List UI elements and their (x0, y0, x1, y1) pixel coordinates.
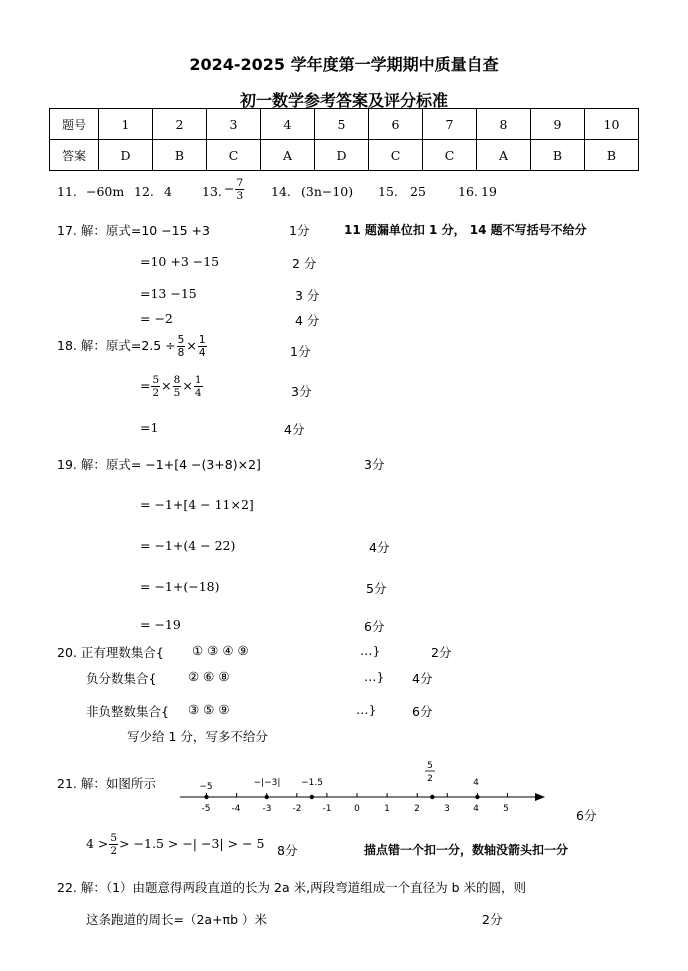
table-cell: 9 (531, 109, 585, 140)
tick-label: -1 (322, 804, 332, 814)
q14-answer: (3n−10) (301, 184, 354, 199)
fraction-numerator: 5 (152, 374, 160, 386)
q21-label: 21. 解：如图所示 (57, 776, 156, 791)
q17-score3: 3 分 (295, 288, 320, 303)
q21-score1: 6分 (576, 808, 597, 823)
table-cell: B (585, 140, 639, 171)
q21-score2: 8分 (277, 843, 298, 858)
table-cell: 7 (423, 109, 477, 140)
comparison-fraction (109, 832, 118, 857)
q18-score1: 1分 (290, 344, 311, 359)
q22-line2: 这条跑道的周长=（2a+πb ）米 (86, 912, 267, 927)
q15-number: 15. (378, 184, 398, 199)
q17-score1: 1分 (289, 223, 310, 238)
q19-step5: = −19 (140, 617, 181, 632)
page-subtitle: 初一数学参考答案及评分标准 (239, 91, 448, 110)
fraction-denominator: 8 (177, 347, 185, 359)
marked-point (310, 795, 314, 799)
fraction-numerator: 5 (110, 832, 118, 844)
fraction-numerator: 1 (198, 334, 206, 346)
q19-score1: 3分 (364, 457, 385, 472)
fraction-numerator: 7 (236, 177, 244, 189)
q11-number: 11. (57, 184, 77, 199)
point-label-neg-abs-neg3: −|−3| (253, 778, 281, 788)
table-cell: 8 (477, 109, 531, 140)
q19-score4: 5分 (366, 581, 387, 596)
q17-score4: 4 分 (295, 313, 320, 328)
q19-score5: 6分 (364, 619, 385, 634)
table-cell: 4 (261, 109, 315, 140)
number-line-arrow (535, 793, 545, 801)
q16-answer: 19 (481, 184, 497, 199)
q20-negative-fractions-label: 负分数集合{ (86, 671, 157, 686)
tick-label: -4 (231, 804, 241, 814)
table-cell: D (315, 140, 369, 171)
q18-score2: 3分 (291, 384, 312, 399)
fraction-denominator: 2 (110, 845, 118, 857)
q17-step1: 17. 解：原式=10 −15 +3 (57, 223, 210, 238)
fraction-denominator: 4 (198, 347, 206, 359)
q20-nonnegative-integers-set: ③ ⑤ ⑨ (188, 702, 230, 717)
q20-set1-end: …} (360, 643, 381, 658)
point-label-5-2-denominator: 2 (427, 774, 433, 784)
q13-answer (224, 177, 245, 202)
q19-step2: = −1+[4 − 11×2] (140, 497, 254, 512)
tick-label: 3 (444, 804, 450, 814)
q20-set3-end: …} (356, 702, 377, 717)
tick-label: -3 (262, 804, 272, 814)
point-label-neg1-5: −1.5 (301, 778, 323, 788)
q13-number: 13. (202, 184, 222, 199)
q18-fraction-d (173, 374, 182, 399)
tick-label: 0 (354, 804, 360, 814)
q18-fraction-c (151, 374, 160, 399)
fraction-denominator: 4 (194, 387, 202, 399)
point-label-4: 4 (473, 778, 479, 788)
fraction-denominator: 2 (152, 387, 160, 399)
q12-answer: 4 (164, 184, 172, 199)
table-cell: 2 (153, 109, 207, 140)
q17-step4: = −2 (140, 311, 173, 326)
q14-number: 14. (271, 184, 291, 199)
table-header-cell: 答案 (50, 140, 99, 171)
q18-fraction-b (198, 334, 207, 359)
tick-label: -5 (201, 804, 211, 814)
tick-label: 5 (503, 804, 509, 814)
table-cell: A (261, 140, 315, 171)
q18-step2 (140, 374, 204, 399)
table-cell: B (153, 140, 207, 171)
q18-score3: 4分 (284, 422, 305, 437)
tick-label: 2 (414, 804, 420, 814)
fraction-numerator: 8 (173, 374, 181, 386)
q20-score2: 4分 (412, 671, 433, 686)
q19-step1: 19. 解：原式= −1+[4 −(3+8)×2] (57, 457, 261, 472)
fraction-denominator: 3 (236, 190, 244, 202)
q13-sign: − (224, 181, 235, 196)
number-line-ticks (207, 793, 508, 797)
table-row-answers (50, 140, 639, 171)
table-cell: B (531, 140, 585, 171)
times-sign: × (182, 378, 193, 393)
table-cell: C (369, 140, 423, 171)
q18-fraction-e (194, 374, 203, 399)
q18-fraction-a (177, 334, 186, 359)
table-cell: A (477, 140, 531, 171)
table-cell: 1 (99, 109, 153, 140)
comparison-part: > −1.5 > −| −3| > − 5 (119, 836, 265, 851)
q12-number: 12. (134, 184, 154, 199)
q22-score1: 2分 (482, 912, 503, 927)
table-cell: D (99, 140, 153, 171)
marked-point (204, 795, 208, 799)
tick-label: -2 (292, 804, 302, 814)
q18-label: 18. 解：原式=2.5 ÷ (57, 338, 176, 353)
comparison-part: 4 > (86, 836, 109, 851)
tick-label: 4 (473, 804, 479, 814)
q13-fraction (235, 177, 244, 202)
q20-set2-end: …} (364, 669, 385, 684)
point-label-neg5: −5 (199, 782, 213, 792)
marked-point (475, 795, 479, 799)
q21-grading-note: 描点错一个扣一分，数轴没箭头扣一分 (364, 843, 569, 857)
q20-grading-note: 写少给 1 分，写多不给分 (127, 729, 268, 744)
marked-point (265, 795, 269, 799)
q20-positive-rationals-set: ① ③ ④ ⑨ (192, 643, 249, 658)
q20-positive-rationals-label: 20. 正有理数集合{ (57, 645, 164, 660)
page-title: 2024-2025 学年度第一学期期中质量自查 (189, 55, 499, 74)
q20-nonnegative-integers-label: 非负整数集合{ (86, 704, 169, 719)
q16-number: 16. (458, 184, 478, 199)
equals-sign: = (140, 378, 151, 393)
table-cell: 5 (315, 109, 369, 140)
tick-label: 1 (384, 804, 390, 814)
q15-answer: 25 (410, 184, 426, 199)
table-cell: C (423, 140, 477, 171)
q18-step3: =1 (140, 420, 159, 435)
q19-score3: 4分 (369, 540, 390, 555)
table-row-numbers (50, 109, 639, 140)
marked-point (430, 795, 434, 799)
q21-comparison (86, 832, 264, 857)
times-sign: × (186, 338, 197, 353)
fraction-denominator: 5 (173, 387, 181, 399)
q17-grading-note: 11 题漏单位扣 1 分， 14 题不写括号不给分 (344, 223, 587, 237)
q20-score3: 6分 (412, 704, 433, 719)
q20-score1: 2分 (431, 645, 452, 660)
answer-table (49, 108, 639, 171)
table-cell: 3 (207, 109, 261, 140)
table-header-cell: 题号 (50, 109, 99, 140)
q19-step4: = −1+(−18) (140, 579, 220, 594)
q11-answer: −60m (86, 184, 125, 199)
times-sign: × (161, 378, 172, 393)
q17-score2: 2 分 (292, 256, 317, 271)
point-label-5-2-numerator: 5 (427, 761, 433, 771)
table-cell: 6 (369, 109, 423, 140)
q20-negative-fractions-set: ② ⑥ ⑧ (188, 669, 230, 684)
q17-step3: =13 −15 (140, 286, 197, 301)
q22-line1: 22. 解：（1）由题意得两段直道的长为 2a 米,两段弯道组成一个直径为 b 米的圆，则 (57, 880, 526, 895)
q18-step1 (57, 334, 208, 359)
table-cell: 10 (585, 109, 639, 140)
q17-step2: =10 +3 −15 (140, 254, 220, 269)
fraction-numerator: 5 (177, 334, 185, 346)
fraction-numerator: 1 (194, 374, 202, 386)
table-cell: C (207, 140, 261, 171)
q19-step3: = −1+(4 − 22) (140, 538, 236, 553)
